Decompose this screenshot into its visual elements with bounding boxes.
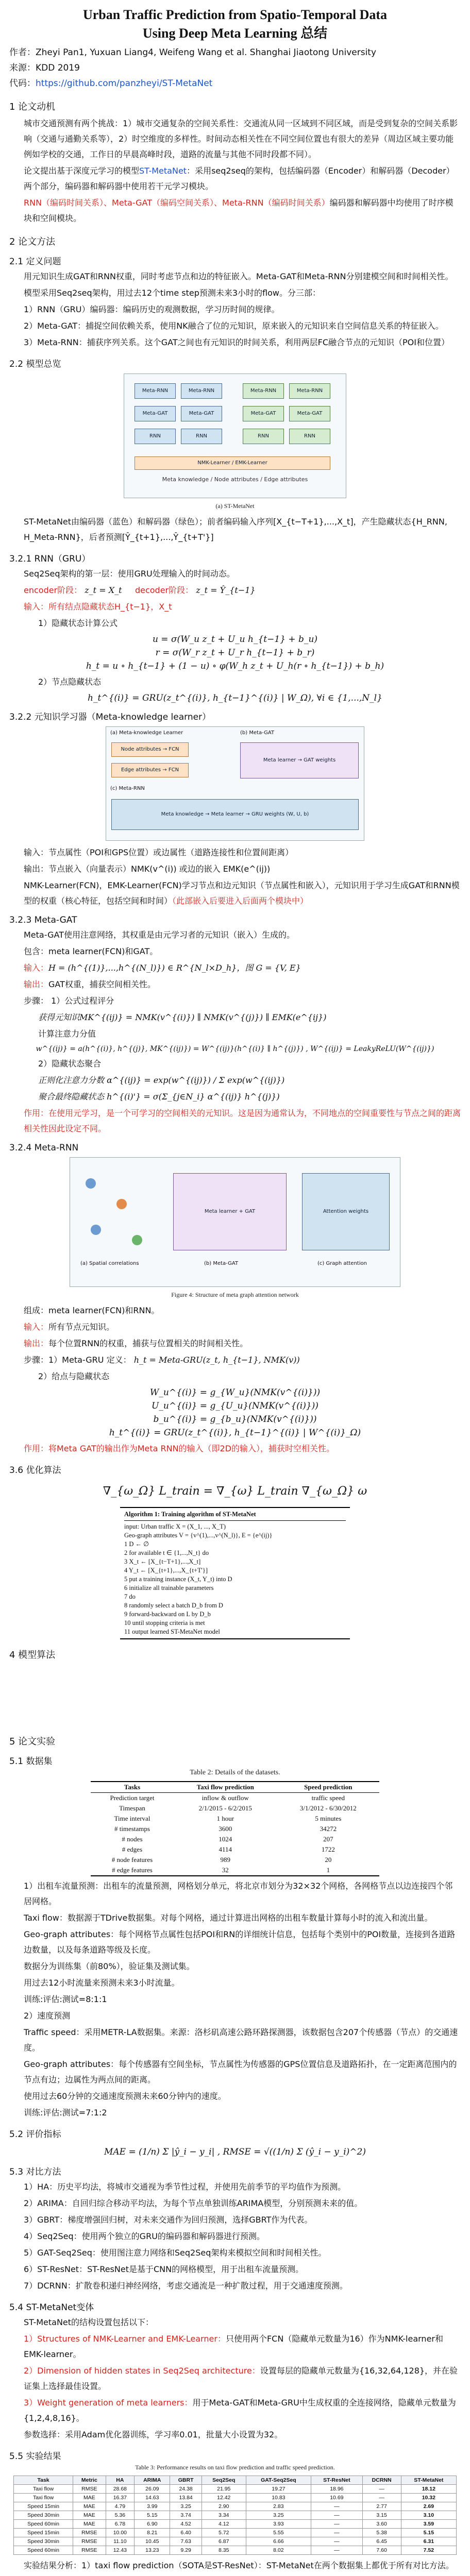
paragraph: 参数选择：采用Adam优化器训练，学习率0.01，批量大小设置为32。 (24, 2430, 283, 2439)
paragraph: Traffic speed：采用METR-LA数据集。来源：洛杉矶高速公路环路探测器，该数据包含207个传感器（节点）的交通速度。 (24, 2027, 458, 2053)
code-link[interactable]: https://github.com/panzheyi/ST-MetaNet (36, 78, 213, 89)
paragraph: 训练:评估:测试=7:1:2 (24, 2108, 107, 2117)
paragraph: 用过去12小时流量来预测未来3小时流量。 (24, 1978, 180, 1988)
table-row: Prediction target inflow & outflow traffic speed (110, 1794, 345, 1802)
datasets-table (91, 1781, 379, 1876)
list-item: 5）GAT-Seq2Seq：使用图注意力网络和Seq2Seq架构来模拟空间和时间相关性。 (24, 2248, 327, 2258)
fig-box: Meta-GAT (135, 406, 176, 421)
algo-line: 1 D ← ∅ (124, 1540, 149, 1548)
table-header: Tasks (91, 1782, 174, 1793)
results-table (13, 2476, 457, 2555)
fig-box: Meta-RNN (289, 383, 330, 399)
table-header: ARIMA (135, 2476, 170, 2485)
fig-box: Meta-RNN (243, 383, 284, 399)
table-header: Taxi flow prediction (174, 1782, 277, 1793)
table-row: Timespan 2/1/2015 - 6/2/2015 3/1/2012 - 6/30/2012 (119, 1804, 357, 1812)
doc-title: Urban Traffic Prediction from Spatio-Temporal Data Using Deep Meta Learning 总结 (82, 7, 387, 41)
equation: h_t = u ∘ h_{t−1} + (1 − u) ∘ φ(W_h z_t + U_h(r ∘ h_{t−1}) + b_h) (86, 661, 384, 671)
equation: r = σ(W_r z_t + U_r h_{t−1} + b_r) (155, 648, 315, 658)
subsection-heading: 5.2 评价指标 (9, 2129, 61, 2140)
algo-line: 7 do (124, 1593, 136, 1600)
graph-node (132, 1235, 142, 1245)
fig-box: Meta-GAT (289, 406, 330, 421)
paragraph: NMK-Learner(FCN)，EMK-Learner(FCN)学习节点和边元知识（节点属性和嵌入），元知识用于学习生成GAT和RNN模型的权重（核心特征，包括空间和时间）（此部嵌入后要进入后面两个模块中） (24, 880, 460, 906)
paragraph: ST-MetaNet由编码器（蓝色）和解码器（绿色）；前者编码输入序列[X_{t−T+1},...,X_t]，产生隐藏状态{H_RNN, H_Meta-RNN}，后者预测[Ŷ_{t+1},...,Ŷ_{t+T'}] (24, 517, 447, 542)
algo-line: 11 output learned ST-MetaNet model (124, 1628, 220, 1635)
results-table-body (14, 2485, 457, 2555)
fig-box: NMK-Learner / EMK-Learner (135, 456, 330, 470)
paragraph: 输出：节点嵌入（向量表示）NMK(v^(i)) 或边的嵌入 EMK(e^(ij)) (24, 864, 271, 874)
paragraph: 输入：H = (h^{(1)},...,h^{(N_l)}) ∈ R^{N_l×D_h}，图 G = {V, E} (24, 963, 301, 973)
paragraph: 2）节点隐藏状态 (38, 677, 102, 687)
table-header: Task (14, 2476, 73, 2485)
table-row: # node features 989 20 (111, 1856, 332, 1863)
fig-box: Attention weights (302, 1173, 390, 1250)
table-caption: Table 3: Performance results on taxi flow prediction and traffic speed prediction. (135, 2464, 335, 2471)
paragraph: encoder阶段： z_t = X_t decoder阶段： z_t = Ŷ_{t−1} (24, 585, 256, 595)
table-row: Taxi flow MAE 16.37 14.63 13.84 12.42 10.83 10.69 — 10.32 (14, 2494, 457, 2502)
subsection-heading: 2.2 模型总览 (9, 359, 61, 369)
equation: h_t^{(i)} = GRU(z_t^{(i)}, h_{t−1}^{(i)} | W^{(i)}_Ω) (109, 1428, 361, 1438)
paragraph: 论文提出基于深度元学习的模型ST-MetaNet：采用seq2seq的架构，包括编码器（Encoder）和解码器（Decoder）两个部分，编码器和解码器中使用若干元学习模块。 (24, 166, 455, 191)
paragraph: 2）Dimension of hidden states in Seq2Seq architecture：设置每层的隐藏单元数量为{16,32,64,128}，并在验证集上选择最佳设置。 (24, 2366, 458, 2391)
fig-box: Meta-RNN (181, 383, 222, 399)
list-item: 1）HA：历史平均法，将城市交通视为季节性过程，并使用先前季节的平均值作为预测。 (24, 2182, 346, 2192)
paragraph: 2）给点与隐藏状态 (38, 1371, 110, 1381)
algo-line: 10 until stopping criteria is met (124, 1619, 205, 1626)
algo-line: 8 randomly select a batch D_b from D (124, 1602, 223, 1609)
equation: h_t^{(i)} = GRU(z_t^{(i)}, h_{t−1}^{(i)} | W_Ω), ∀i ∈ {1,...,N_l} (88, 693, 382, 703)
table-row: Speed 30min RMSE 11.10 10.45 7.63 6.87 6.66 — 6.45 6.31 (14, 2537, 457, 2546)
paragraph: 1）Structures of NMK-Learner and EMK-Learner：只使用两个FCN（隐藏单元数量为16）作为NMK-learner和EMK-learner。 (24, 2334, 443, 2359)
subsection-heading: 3.2.1 RNN（GRU） (9, 554, 91, 564)
paragraph: 步骤：1）Meta-GRU 定义： h_t = Meta-GRU(z_t, h_{t−1}, NMK(v)) (24, 1355, 300, 1365)
paragraph: 3）Weight generation of meta learners：用于Meta-GAT和Meta-GRU中生成权重的全连接网络，隐藏单元数量为{1,2,4,8,16}。 (24, 2398, 456, 2423)
fig-box: Node attributes → FCN (111, 742, 189, 757)
table-row: # nodes 1024 207 (122, 1835, 333, 1843)
equation: u = σ(W_u z_t + U_u h_{t−1} + b_u) (152, 634, 318, 645)
list-item: 3）Meta-RNN：捕获序列关系。这个GAT之间也有元知识的时间关系，利用两层FC融合节点的元知识（POI和位置） (24, 337, 449, 347)
equation: w^{(ij)} = a(h^{(i)}, h^{(j)}, MK^{(ij)}) = W^{(ij)}(h^{(i)} ∥ h^{(j)}) , W^{(ij)} = LeakyReLU(W^{(ij)}) (36, 1045, 434, 1053)
list-item: 1）RNN（GRU）编码器：编码历史的观测数据，学习历时间的规律。 (24, 304, 280, 314)
paragraph: 数据分为训练集（前80%），验证集及测试集。 (24, 1961, 195, 1971)
paragraph: Geo-graph attributes：每个网格节点属性包括POI和RN的详细统计信息，包括每个类别中的POI数量，连接到各道路边数量，以及每条道路等级及长度。 (24, 1929, 456, 1955)
graph-node (86, 1178, 96, 1189)
paragraph: 训练:评估:测试=8:1:1 (24, 1994, 107, 2004)
algo-line: 9 forward-backward on L by D_b (124, 1611, 211, 1618)
fig-box: Meta-RNN (135, 383, 176, 399)
fig-box: Meta learner + GAT (173, 1173, 287, 1250)
list-item: 2）ARIMA：自回归综合移动平均法，为每个节点单独训练ARIMA模型，分别预测未来的值。 (24, 2198, 363, 2208)
paragraph: 作用：将Meta GAT的输出作为Meta RNN的输入（即2D的输入），捕获时空相关性。 (24, 1444, 335, 1453)
table-header: Speed prediction (277, 1782, 379, 1793)
equation: 获得元知识MK^{(ij)} = NMK(v^{(i)}) ∥ NMK(v^{(j)}) ∥ EMK(e^{ij}) (38, 1012, 327, 1022)
table-row: Speed 30min MAE 5.36 5.15 3.74 3.34 3.25 — 3.15 3.10 (14, 2511, 457, 2520)
paragraph: RNN（编码时间关系）、Meta-GAT（编码空间关系）、Meta-RNN（编码时间关系）编码器和解码器中均使用了时序模块和空间模块。 (24, 198, 454, 223)
paragraph: 输入：所有结点隐藏状态H_{t−1}，X_t (24, 602, 172, 612)
table-row: # edge features 32 1 (112, 1866, 330, 1874)
fig-box: RNN (181, 429, 222, 444)
algo-line: 6 initialize all trainable parameters (124, 1584, 214, 1591)
subsection-heading: 5.4 ST-MetaNet变体 (9, 2302, 94, 2313)
subsection-heading: 3.2.2 元知识学习器（Meta-knowledge learner） (9, 712, 211, 722)
table-header: HA (106, 2476, 135, 2485)
paragraph: Meta-GAT使用注意网络，其权重是由元学习者的元知识（嵌入）生成的。 (24, 930, 295, 940)
algo-line: 3 X_t ← [X_{t−T+1},...,X_t] (124, 1558, 201, 1565)
model-name: ST-MetaNet (139, 166, 187, 176)
fig-box: Edge attributes → FCN (111, 763, 189, 777)
figure-architecture (124, 374, 346, 498)
paragraph: 包含：meta learner(FCN)和GAT。 (24, 946, 158, 956)
list-item: 2）Meta-GAT：捕捉空间依赖关系，使用NK融合了位的元知识，原来嵌入的元知识来自空间信息关系的特征嵌入。 (24, 321, 444, 331)
fig-box: Meta-GAT (181, 406, 222, 421)
figure-caption: Figure 4: Structure of meta graph attention network (171, 1291, 299, 1298)
algo-line: input: Urban traffic X = (X_1, ..., X_T) (124, 1523, 226, 1530)
algo-line: 5 put a training instance (X_t, Y_t) into D (124, 1575, 232, 1583)
section-heading: 1 论文动机 (9, 101, 56, 112)
list-item: 3）GBRT：梯度增强回归树，对未来交通作为回归预测，选择GBRT作为代表。 (24, 2215, 313, 2225)
paragraph: Geo-graph attributes：每个传感器有空间坐标，节点属性为传感器的GPS位置信息及道路拓扑，在一定距离范围内的节点有边；边属性为两点间的距离。 (24, 2059, 457, 2084)
table-header: Seq2Seq (202, 2476, 246, 2485)
algorithm-box: Algorithm 1: Training algorithm of ST-MetaNet input: Urban traffic X = (X_1, ..., X_T) Geo-graph attributes V = {v^(1),...,v^(N_l)}, E = {e^(ij)} 1 D ← ∅ 2 for available t ∈ {1,...,N_t} do 3 X_t ← [X_{t−T+1},...,X_t] 4 Y_t ← [X_{t+1},...,X_{t+T'}] 5 put a training instance (X_t, Y_t) into D 6 initialize all trainable parameters 7 do 8 randomly select a batch D_b from D 9 forward-backward on L by D_b 10 until stopping criteria is met 11 output learned ST-MetaNet model (120, 1507, 350, 1639)
paragraph: 使用过去60分钟的交通速度预测未来60分钟内的速度。 (24, 2091, 226, 2101)
table-header: GAT-Seq2Seq (246, 2476, 311, 2485)
paragraph: 用元知识生成GAT和RNN权重，同时考虑节点和边的特征嵌入。Meta-GAT和Meta-RNN分别建模空间和时间相关性。 (24, 272, 454, 281)
table-row: Speed 15min MAE 4.79 3.99 3.25 2.90 2.83 — 2.77 2.69 (14, 2502, 457, 2511)
fig-box: RNN (289, 429, 330, 444)
figure-meta-gat: (a) Spatial correlations Meta learner + GAT (b) Meta-GAT Attention weights (c) Graph attention (70, 1157, 400, 1287)
table-caption: Table 2: Details of the datasets. (190, 1769, 280, 1776)
venue: 来源：KDD 2019 (9, 63, 80, 73)
figure-caption: (a) ST-MetaNet (215, 502, 255, 510)
equation: b_u^{(i)} = g_{b_u}(NMK(v^{(i)})) (153, 1414, 317, 1425)
table-row: Speed 60min RMSE 12.43 13.23 9.29 8.35 8.02 — 7.60 7.52 (14, 2546, 457, 2555)
list-item: 6）ST-ResNet：ST-ResNet是基于CNN的网格模型，用于出租车流量预测。 (24, 2264, 304, 2274)
list-item: 7）DCRNN：扩散卷积递归神经网络，考虑交通流是一种扩散过程，用于交通速度预测。 (24, 2281, 348, 2291)
equation: 正则化注意力分数 α^{(ij)} = exp(w^{(ij)}) / Σ exp(w^{(ij)}) (38, 1075, 285, 1085)
paragraph: Taxi flow：数据源于TDrive数据集。对每个网格，通过计算进出网格的出租车数量计算每小时的流入和流出量。 (24, 1913, 433, 1923)
subsection-heading: 5.3 对比方法 (9, 2167, 61, 2177)
section-heading: 4 模型算法 (9, 1650, 56, 1660)
table-header: ST-ResNet (311, 2476, 362, 2485)
paragraph: ST-MetaNet的结构设置包括以下： (24, 2317, 154, 2327)
table-header: ST-MetaNet (401, 2476, 456, 2485)
paragraph: 1）出租车流量预测：出租车的流量预测，网格划分单元，将北京市划分为32×32个网格，各网格节点以边连接四个邻居网格。 (24, 1881, 453, 1906)
fig-box: Meta learner → GAT weights (240, 742, 359, 778)
paragraph: 1）隐藏状态计算公式 (38, 618, 118, 628)
paragraph: 步骤： 1）公式过程评分 (24, 996, 114, 1006)
meta-block (9, 45, 461, 91)
paragraph: 输入：所有节点元知识。 (24, 1322, 115, 1332)
equation: MAE = (1/n) Σ |ŷ_i − y_i| , RMSE = √((1/n) Σ (ŷ_i − y_i)^2) (104, 2147, 366, 2157)
equation: 聚合最终隐藏状态 h^{(i)'} = σ(Σ_{j∈N_i} α^{(ij)} h^{(j)}) (38, 1092, 280, 1101)
fig-footer: Meta knowledge / Node attributes / Edge attributes (162, 476, 308, 483)
paragraph: 2）速度预测 (24, 2011, 71, 2021)
graph-node (116, 1199, 127, 1209)
paragraph: 模型采用Seq2seq架构，用过去12个time step预测未来3小时的flow。分三部： (24, 288, 321, 298)
subsection-heading: 3.6 优化算法 (9, 1465, 61, 1476)
subsection-heading: 5.5 实验结果 (9, 2451, 61, 2462)
authors: 作者：Zheyi Pan1, Yuxuan Liang4, Weifeng Wang et al. Shanghai Jiaotong University (9, 47, 377, 58)
fig-box: RNN (243, 429, 284, 444)
figure-meta-modules: (a) Meta-knowledge Learner Node attributes → FCN Edge attributes → FCN (b) Meta-GAT Meta learner → GAT weights (c) Meta-RNN Meta knowledge → Meta learner → GRU weights (W, U, b) (106, 726, 364, 841)
paragraph: 组成：meta learner(FCN)和RNN。 (24, 1306, 160, 1315)
fig-box: Meta-GAT (243, 406, 284, 421)
table-row: Taxi flow RMSE 28.68 26.09 24.38 21.95 19.27 18.96 — 18.12 (14, 2485, 457, 2494)
subsection-heading: 3.2.4 Meta-RNN (9, 1143, 79, 1153)
paragraph: 城市交通预测有两个挑战：1）城市交通复杂的空间关系性：交通流从同一区域到不同区域，而是受到复杂的空间关系影响（交通与通勤关系等），2）时空维度的多样性。时间动态相关性在不同空间位置也有很大的差异（周边区域主要功能例如学校的交通，工作日的早晨高峰时段，道路的流量与其他不同时段都不同）。 (24, 118, 458, 159)
code-line: 代码：https://github.com/panzheyi/ST-MetaNet (9, 78, 213, 89)
table-row: Time interval 1 hour 5 minutes (114, 1815, 342, 1822)
paragraph: 输入：节点属性（POI和GPS位置）或边属性（道路连接性和位置间距离） (24, 848, 294, 857)
subsection-heading: 2.1 定义问题 (9, 257, 61, 267)
paragraph: 实验结果分析：1）taxi flow prediction（SOTA是ST-ResNet）：ST-MetaNet在两个数据集上都优于所有对比方法。 (24, 2561, 454, 2570)
table-header: DCRNN (362, 2476, 401, 2485)
subsection-heading: 5.1 数据集 (9, 1756, 53, 1767)
paragraph: 2）隐藏状态聚合 (38, 1059, 102, 1069)
algo-line: Geo-graph attributes V = {v^(1),...,v^(N_l)}, E = {e^(ij)} (124, 1532, 273, 1539)
table-row: # timestamps 3600 34272 (114, 1825, 337, 1833)
paragraph: 输出：GAT权重，捕获空间相关性。 (24, 979, 156, 989)
fig-box: Meta knowledge → Meta learner → GRU weights (W, U, b) (111, 799, 359, 830)
table-row: # edges 4114 1722 (122, 1845, 335, 1853)
algo-line: 2 for available t ∈ {1,...,N_t} do (124, 1549, 209, 1556)
section-heading: 5 论文实验 (9, 1736, 56, 1747)
paragraph: 计算注意力分值 (38, 1029, 96, 1039)
table-row: Speed 15min RMSE 10.00 8.21 6.40 5.72 5.55 — 5.38 5.15 (14, 2529, 457, 2537)
graph-node (91, 1225, 101, 1235)
equation: ∇_{ω_Ω} L_train = ∇_{ω} L_train ∇_{ω_Ω} ω (103, 1485, 367, 1498)
table-row: Speed 60min MAE 6.78 6.90 4.52 4.12 3.93 — 3.60 3.59 (14, 2520, 457, 2529)
table-header: Metric (73, 2476, 106, 2485)
paragraph: Seq2Seq架构的第一层：使用GRU处理输入的时间动态。 (24, 569, 235, 579)
equation: W_u^{(i)} = g_{W_u}(NMK(v^{(i)})) (149, 1387, 321, 1398)
table-header: GBRT (170, 2476, 202, 2485)
paragraph: 作用：在使用元学习，是一个可学习的空间相关的元知识。这是因为通常认为，不同地点的空间重要性与节点之间的距离相关性因此设定不同。 (24, 1108, 461, 1133)
subsection-heading: 3.2.3 Meta-GAT (9, 915, 77, 925)
paragraph: 输出：每个位置RNN的权重，捕获与位置相关的时间相关性。 (24, 1338, 248, 1348)
section-heading: 2 论文方法 (9, 236, 56, 247)
fig-box: RNN (135, 429, 176, 444)
list-item: 4）Seq2Seq：使用两个独立的GRU的编码器和解码器进行预测。 (24, 2231, 265, 2241)
algo-line: 4 Y_t ← [X_{t+1},...,X_{t+T'}] (124, 1567, 208, 1574)
equation: U_u^{(i)} = g_{U_u}(NMK(v^{(i)})) (152, 1401, 318, 1411)
